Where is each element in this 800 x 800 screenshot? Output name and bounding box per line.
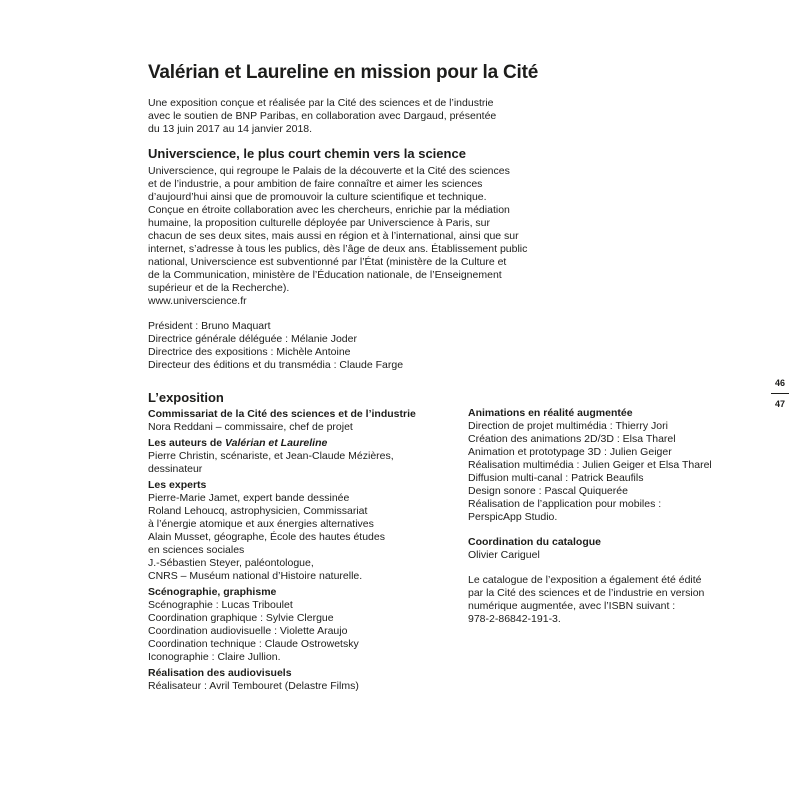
page-title: Valérian et Laureline en mission pour la Cité [148, 62, 539, 83]
universcience-paragraph [148, 165, 618, 308]
universcience-heading: Universcience, le plus court chemin vers la science [148, 146, 466, 161]
isbn-note-line: 978-2-86842-191-3. [468, 613, 561, 625]
exposition-heading: L’exposition [148, 390, 224, 405]
credit-line: Directrice générale déléguée : Mélanie Joder [148, 333, 357, 345]
paragraph-line: supérieur et de la Recherche). [148, 282, 290, 294]
credit-group-auteurs [148, 437, 458, 476]
intro-line: du 13 juin 2017 au 14 janvier 2018. [148, 123, 313, 135]
credit-line: Direction de projet multimédia : Thierry Jori [468, 420, 668, 432]
credit-line: en sciences sociales [148, 544, 245, 556]
credit-line: Pierre Christin, scénariste, et Jean-Claude Mézières, [148, 450, 394, 462]
intro-line: avec le soutien de BNP Paribas, en collaboration avec Dargaud, présentée [148, 110, 497, 122]
credit-line: Directeur des éditions et du transmédia : Claude Farge [148, 359, 404, 371]
group-heading-title: Valérian et Laureline [225, 437, 328, 449]
credit-line: Réalisation de l’application pour mobiles : [468, 498, 662, 510]
credit-line: Coordination technique : Claude Ostrowetsky [148, 638, 359, 650]
intro-paragraph [148, 97, 618, 136]
paragraph-line: d’aujourd’hui ainsi que de promouvoir la culture scientifique et technique. [148, 191, 487, 203]
paragraph-line: de la Communication, ministère de l’Éducation nationale, de l’Enseignement [148, 269, 502, 281]
credit-line: PerspicApp Studio. [468, 511, 558, 523]
credit-line: Coordination graphique : Sylvie Clergue [148, 612, 334, 624]
credit-line: Diffusion multi-canal : Patrick Beaufils [468, 472, 644, 484]
group-heading: Les experts [148, 479, 207, 491]
universcience-credits [148, 320, 618, 372]
paragraph-line: internet, s’adresse à tous les publics, dès l’âge de deux ans. Établissement public [148, 243, 528, 255]
credit-group-catalogue [468, 536, 778, 562]
page-number-divider [771, 393, 789, 394]
website-link[interactable]: www.universcience.fr [148, 295, 247, 307]
credit-line: Iconographie : Claire Jullion. [148, 651, 281, 663]
credit-line: dessinateur [148, 463, 203, 475]
isbn-note-line: numérique augmentée, avec l’ISBN suivant : [468, 600, 676, 612]
group-heading: Commissariat de la Cité des sciences et de l’industrie [148, 408, 416, 420]
exposition-right-column [468, 407, 778, 629]
credit-line: Roland Lehoucq, astrophysicien, Commissariat [148, 505, 368, 517]
credit-line: Nora Reddani – commissaire, chef de projet [148, 421, 353, 433]
credit-line: Alain Musset, géographe, École des hautes études [148, 531, 385, 543]
paragraph-line: chacun de ses deux sites, mais aussi en région et à l’international, ainsi que sur [148, 230, 519, 242]
group-heading: Réalisation des audiovisuels [148, 667, 292, 679]
isbn-note [468, 574, 778, 626]
credit-line: Coordination audiovisuelle : Violette Araujo [148, 625, 348, 637]
credit-line: Réalisation multimédia : Julien Geiger et Elsa Tharel [468, 459, 712, 471]
credit-line: Réalisateur : Avril Tembouret (Delastre Films) [148, 680, 359, 692]
exposition-left-column [148, 408, 458, 696]
paragraph-line: Universcience, qui regroupe le Palais de la découverte et la Cité des sciences [148, 165, 510, 177]
page-number-left: 46 [775, 378, 786, 388]
intro-line: Une exposition conçue et réalisée par la Cité des sciences et de l’industrie [148, 97, 494, 109]
credit-line: Directrice des expositions : Michèle Antoine [148, 346, 351, 358]
credit-line: Design sonore : Pascal Quiquerée [468, 485, 628, 497]
paragraph-line: et de l’industrie, a pour ambition de faire connaître et aimer les sciences [148, 178, 483, 190]
page-number-right: 47 [775, 399, 786, 409]
credit-line: Animation et prototypage 3D : Julien Geiger [468, 446, 672, 458]
group-heading: Coordination du catalogue [468, 536, 601, 548]
credit-group-experts [148, 479, 458, 583]
credit-group-scenographie [148, 586, 458, 664]
paragraph-line: Conçue en étroite collaboration avec les chercheurs, enrichie par la médiation [148, 204, 510, 216]
paragraph-line: national, Universcience est subventionné par l’État (ministère de la Culture et [148, 256, 507, 268]
isbn-note-line: Le catalogue de l’exposition a également été édité [468, 574, 702, 586]
group-heading: Scénographie, graphisme [148, 586, 277, 598]
credit-line: J.-Sébastien Steyer, paléontologue, [148, 557, 314, 569]
group-heading [148, 437, 458, 450]
group-heading-prefix: Les auteurs de [148, 437, 226, 449]
credit-line: Création des animations 2D/3D : Elsa Tharel [468, 433, 676, 445]
credit-group-animations [468, 407, 778, 524]
group-heading: Animations en réalité augmentée [468, 407, 633, 419]
credit-line: Pierre-Marie Jamet, expert bande dessinée [148, 492, 350, 504]
credit-line: Olivier Cariguel [468, 549, 540, 561]
isbn-note-line: par la Cité des sciences et de l’industrie en version [468, 587, 705, 599]
credit-line: à l’énergie atomique et aux énergies alternatives [148, 518, 374, 530]
credit-line: CNRS – Muséum national d’Histoire naturelle. [148, 570, 363, 582]
credit-line: Scénographie : Lucas Triboulet [148, 599, 293, 611]
credit-line: Président : Bruno Maquart [148, 320, 271, 332]
credit-group-commissariat [148, 408, 458, 434]
paragraph-line: humaine, la proposition culturelle déployée par Universcience à Paris, sur [148, 217, 491, 229]
credit-group-audiovisuels [148, 667, 458, 693]
